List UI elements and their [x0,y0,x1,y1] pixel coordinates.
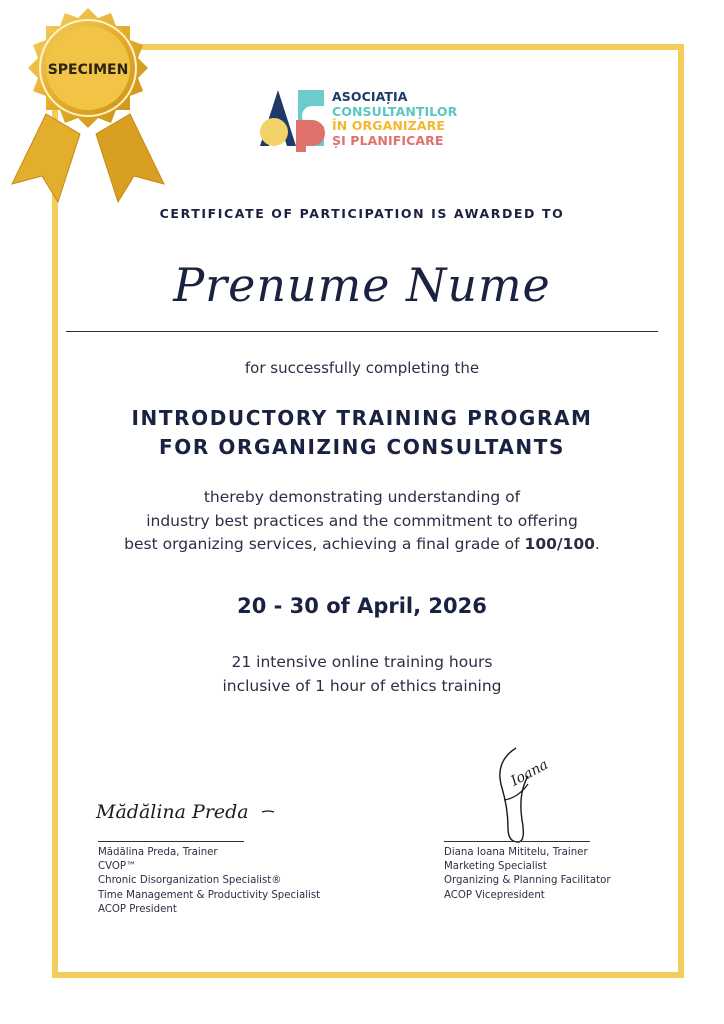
signature-2-info [444,846,611,903]
ribbon-left [12,114,80,202]
ribbon-right [96,114,164,202]
program-line-1: INTRODUCTORY TRAINING PROGRAM [131,406,593,430]
description-line-3: best organizing services, achieving a final grade of 100/100. [124,535,600,553]
signatory-1-name: Mădălina Preda, Trainer [98,847,218,858]
final-grade: 100/100 [524,535,595,553]
logo-line-4: ȘI PLANIFICARE [332,132,444,148]
logo-text [332,90,457,148]
description-line-2: industry best practices and the commitment to offering [146,511,578,530]
signatory-1-title-1: CVOP™ [98,861,137,873]
signature-1-image [94,790,294,830]
logo-line-2: CONSULTANȚILOR [332,103,458,119]
signature-2-image [476,742,566,846]
logo-line-1: ASOCIAȚIA [332,89,408,104]
program-title [0,404,724,462]
specimen-badge [8,6,168,206]
signatory-2-role: ACOP Vicepresident [444,889,545,901]
description [0,486,724,557]
signatory-2-title-2: Organizing & Planning Facilitator [444,875,611,887]
svg-text:Ioana: Ioana [508,756,551,790]
awarded-heading: CERTIFICATE OF PARTICIPATION IS AWARDED TO [159,206,565,221]
program-line-2: FOR ORGANIZING CONSULTANTS [158,435,565,459]
signature-2-line [444,841,590,842]
hours-line-1: 21 intensive online training hours [231,653,493,671]
svg-text:Mădălina Preda: Mădălina Preda [96,801,249,823]
signature-1-line [98,841,244,842]
logo-line-3: ÎN ORGANIZARE [332,118,445,133]
recipient-name: Prenume Nume [173,258,551,312]
signatory-1-title-3: Time Management & Productivity Specialist [98,889,321,901]
signatory-2-title-1: Marketing Specialist [444,861,547,873]
description-line-1: thereby demonstrating understanding of [203,488,521,506]
signatory-1-role: ACOP President [98,903,177,915]
name-underline [66,331,658,332]
lead-text: for successfully completing the [244,359,480,377]
program-date: 20 - 30 of April, 2026 [237,594,487,618]
signature-1-info [98,846,320,917]
specimen-label: SPECIMEN [47,62,129,78]
signatory-1-title-2: Chronic Disorganization Specialist® [98,875,282,887]
hours-info [0,651,724,698]
signatory-2-name: Diana Ioana Mititelu, Trainer [444,847,588,858]
hours-line-2: inclusive of 1 hour of ethics training [222,676,502,695]
